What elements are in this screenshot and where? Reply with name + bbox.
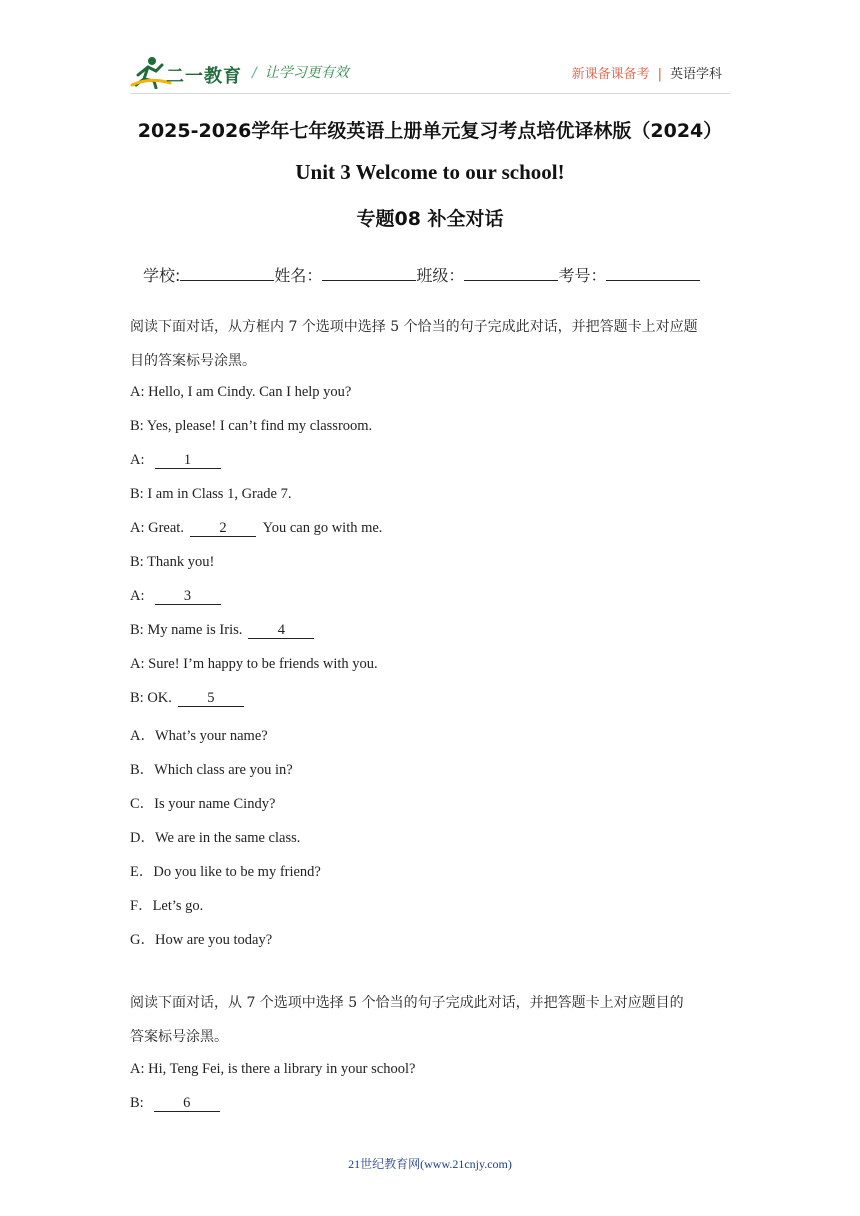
answer-blank[interactable]: 2 — [190, 521, 256, 537]
option-item: A．What’s your name? — [130, 728, 268, 744]
section1-instruction-line1: 阅读下面对话，从方框内 7 个选项中选择 5 个恰当的句子完成此对话，并把答题卡上对应题 — [130, 319, 698, 335]
dialogue-line — [130, 418, 372, 435]
speaker: B: — [130, 690, 144, 706]
page-header — [0, 0, 860, 100]
name-field[interactable] — [322, 266, 416, 281]
header-tag-separator: | — [657, 67, 662, 82]
speaker: B: — [130, 418, 144, 434]
slogan — [252, 62, 349, 82]
slogan-text: 让学习更有效 — [264, 65, 349, 81]
speaker: B: — [130, 554, 144, 570]
line-text-after: You can go with me. — [262, 520, 383, 536]
line-text: Hi, Teng Fei, is there a library in your school? — [148, 1061, 416, 1077]
answer-blank[interactable]: 1 — [155, 453, 221, 469]
dialogue-line — [130, 520, 382, 537]
line-text: Sure! I’m happy to be friends with you. — [148, 656, 378, 672]
line-text: OK. — [147, 690, 172, 706]
dialogue-line — [130, 588, 221, 605]
school-field[interactable] — [180, 266, 274, 281]
logo-text: 二一教育 — [166, 66, 242, 87]
slogan-separator: / — [252, 65, 257, 81]
section1-instruction-line2: 目的答案标号涂黑。 — [130, 353, 256, 369]
main-title: 2025-2026学年七年级英语上册单元复习考点培优译林版（2024） — [137, 120, 723, 142]
section2-instruction-line1: 阅读下面对话，从 7 个选项中选择 5 个恰当的句子完成此对话，并把答题卡上对应题目的 — [130, 995, 684, 1011]
option-item: C．Is your name Cindy? — [130, 796, 276, 812]
dialogue-line — [130, 554, 214, 571]
school-label: 学校: — [143, 266, 181, 285]
line-text: Thank you! — [147, 554, 215, 570]
dialogue-line — [130, 486, 292, 503]
dialogue-line — [130, 690, 244, 707]
speaker: A: — [130, 656, 145, 672]
option-item: B．Which class are you in? — [130, 762, 293, 778]
dialogue-line — [130, 1095, 220, 1112]
name-label: 姓名： — [274, 266, 323, 285]
dialogue-line — [130, 656, 378, 673]
unit-title: Unit 3 Welcome to our school! — [295, 160, 565, 184]
dialogue-line — [130, 622, 314, 639]
speaker: B: — [130, 1095, 144, 1111]
line-text: I am in Class 1, Grade 7. — [147, 486, 292, 502]
dialogue-line — [130, 452, 221, 469]
header-tags — [572, 63, 722, 82]
option-item: G．How are you today? — [130, 932, 273, 948]
section2-instruction-line2: 答案标号涂黑。 — [130, 1029, 228, 1045]
speaker: B: — [130, 486, 144, 502]
line-text: Great. — [148, 520, 184, 536]
dialogue-line — [130, 384, 351, 401]
option-item: E．Do you like to be my friend? — [130, 864, 321, 880]
line-text: Hello, I am Cindy. Can I help you? — [148, 384, 352, 400]
speaker: B: — [130, 622, 144, 638]
header-tag-secondary: 英语学科 — [669, 67, 722, 82]
class-label: 班级： — [416, 266, 465, 285]
speaker: A: — [130, 452, 145, 468]
class-field[interactable] — [464, 266, 558, 281]
speaker: A: — [130, 1061, 145, 1077]
answer-blank[interactable]: 5 — [178, 691, 244, 707]
speaker: A: — [130, 520, 145, 536]
line-text: Yes, please! I can’t find my classroom. — [146, 418, 373, 434]
answer-blank[interactable]: 4 — [248, 623, 314, 639]
option-item: F．Let’s go. — [130, 898, 204, 914]
number-field[interactable] — [606, 266, 700, 281]
header-divider — [130, 93, 730, 94]
answer-blank[interactable]: 6 — [154, 1096, 220, 1112]
number-label: 考号： — [558, 266, 607, 285]
footer-source: 21世纪教育网(www.21cnjy.com) — [348, 1157, 512, 1171]
line-text: My name is Iris. — [147, 622, 243, 638]
student-info-row — [143, 263, 700, 286]
speaker: A: — [130, 384, 145, 400]
speaker: A: — [130, 588, 145, 604]
dialogue-line — [130, 1061, 415, 1078]
header-tag-primary: 新课备课备考 — [571, 67, 650, 82]
option-item: D．We are in the same class. — [130, 830, 301, 846]
answer-blank[interactable]: 3 — [155, 589, 221, 605]
topic-title: 专题08 补全对话 — [356, 208, 504, 230]
